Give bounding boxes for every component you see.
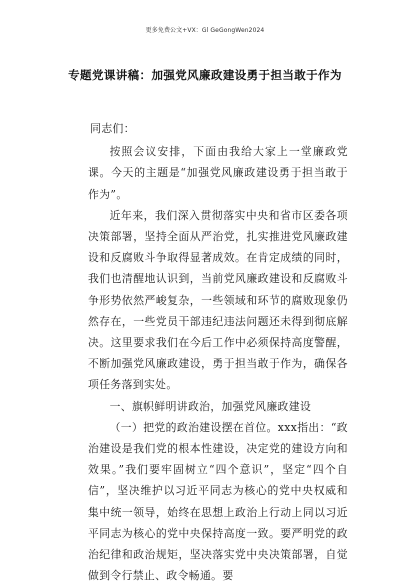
paragraph-section-1-1: （一）把党的政治建设摆在首位。xxx指出：“政治建设是我们党的根本性建设，决定党的建设方向和效果。”我们要牢固树立“四个意识”，坚定“四个自信”，坚决维护以习近平同志为核心的党中央权威和集中统一领导，始终在思想上政治上行动上同以习近平同志为核心的党中央保持高度一致。要严明党的政治纪律和政治规矩，坚决落实党中央决策部署，自觉做到令行禁止、政令畅通。要 xyxy=(88,420,348,583)
document-body xyxy=(88,118,348,586)
paragraph-background: 近年来，我们深入贯彻落实中央和省市区委各项决策部署，坚持全面从严治党，扎实推进党风廉政建设和反腐败斗争取得显著成效。在肯定成绩的同时，我们也清醒地认识到，当前党风廉政建设和反腐败斗争形势依然严峻复杂，一些领域和环节的腐败现象仍然存在，一些党员干部违纪违法问题还未得到彻底解决。这里要求我们在今后工作中必须保持高度警醒，不断加强党风廉政建设，勇于担当敢于作为，确保各项任务落到实处。 xyxy=(88,208,348,392)
salutation: 同志们： xyxy=(90,122,135,135)
paragraph-intro: 按照会议安排，下面由我给大家上一堂廉政党课。今天的主题是“加强党风廉政建设勇于担当敢于作为”。 xyxy=(88,145,348,201)
section-heading-1: 一、旗帜鲜明讲政治，加强党风廉政建设 xyxy=(109,399,312,413)
header-note: 更多免费公文+VX：Gl GeGongWen2024 xyxy=(145,27,265,34)
document-title: 专题党课讲稿：加强党风廉政建设勇于担当敢于作为 xyxy=(68,68,342,82)
